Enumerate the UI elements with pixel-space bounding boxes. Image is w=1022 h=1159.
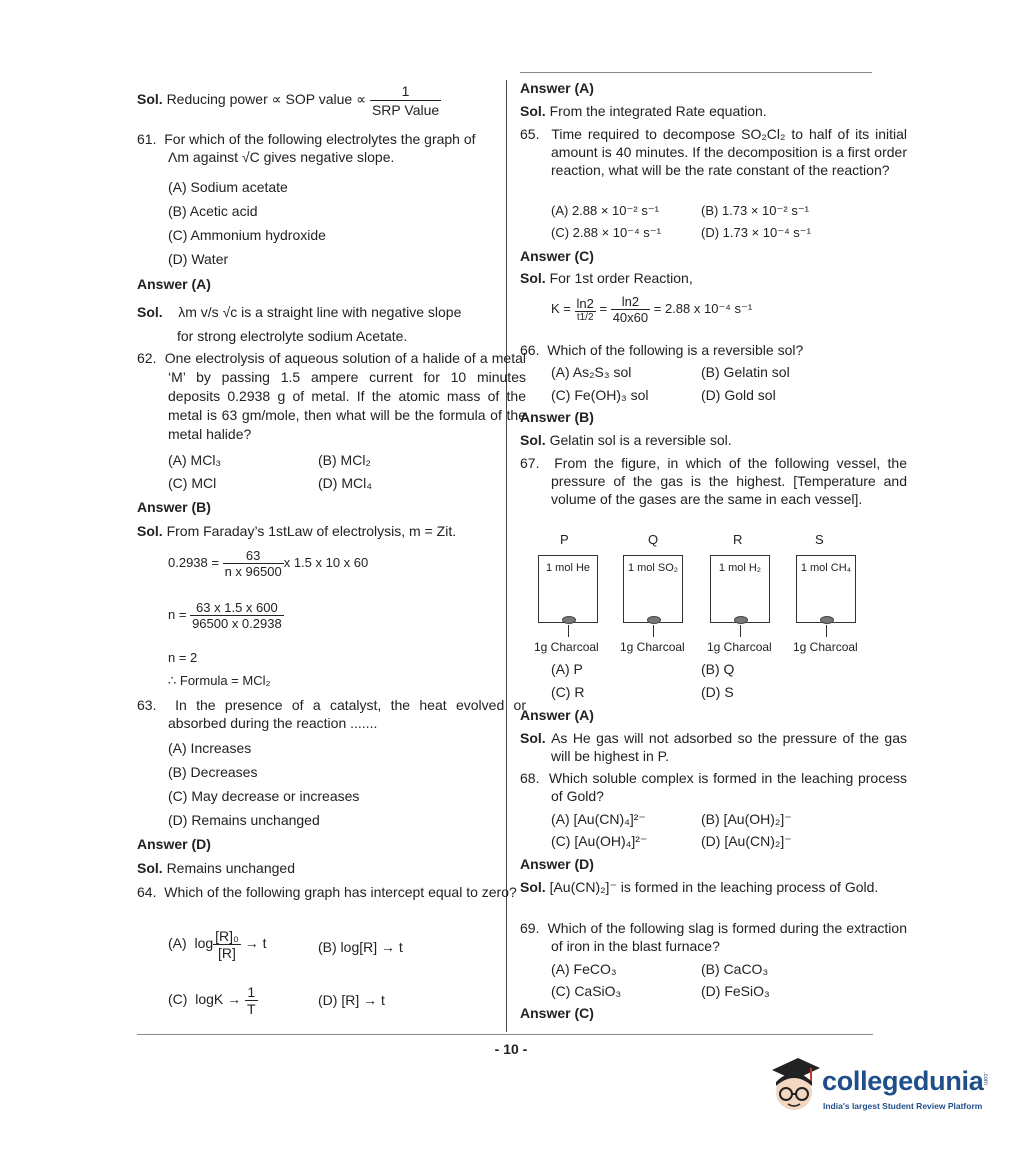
vessel-s: 1 mol CH₄: [796, 555, 856, 623]
vessel-p: 1 mol He: [538, 555, 598, 623]
logo-tagline: India's largest Student Review Platform: [823, 1101, 983, 1111]
option-d: (D) Water: [168, 251, 229, 267]
option-d: (D) Gold sol: [701, 387, 776, 403]
option-c: (C) logK → $\frac{1}{T}$: [168, 984, 256, 1017]
collegedunia-mascot-icon: [764, 1052, 822, 1120]
option-c: (C) Ammonium hydroxide: [168, 227, 326, 243]
option-c: (C) 2.88 × 10⁻⁴ s⁻¹: [551, 225, 661, 240]
bottom-rule: [137, 1034, 873, 1035]
answer-67: Answer (A): [520, 707, 594, 723]
option-b: (B) Q: [701, 661, 735, 677]
question-65: 65. Time required to decompose SO₂Cl₂ to half of its initial amount is 40 minutes. If the decomposition is a first order reaction, what will be the rate constant of the reaction?: [520, 126, 907, 178]
option-a: (A) FeCO₃: [551, 961, 617, 977]
question-63: 63. In the presence of a catalyst, the heat evolved or absorbed during the reaction .......: [137, 697, 527, 731]
charcoal-label: 1g Charcoal: [707, 640, 772, 654]
question-62: 62. One electrolysis of aqueous solution of a halide of a metal ‘M’ by passing 1.5 ampere current for 10 minutes deposits 0.2938 g of metal. If the atomic mass of the metal is 63 gm/mole, then what will be the formula of the metal halide?: [137, 350, 526, 442]
option-c: (C) CaSiO₃: [551, 983, 622, 999]
option-b: (B) 1.73 × 10⁻² s⁻¹: [701, 203, 810, 218]
option-a: (A) MCl₃: [168, 452, 222, 468]
answer-68: Answer (D): [520, 856, 594, 872]
equation-3: n = 2: [168, 650, 198, 665]
answer-64: Answer (A): [520, 80, 594, 96]
vessel-label-q: Q: [648, 532, 659, 547]
collegedunia-logo: collegedunia: [822, 1066, 984, 1096]
option-b: (B) log[R] → t: [318, 939, 403, 955]
option-b: (B) [Au(OH)₂]⁻: [701, 811, 792, 827]
option-a: (A) P: [551, 661, 583, 677]
option-a: (A) 2.88 × 10⁻² s⁻¹: [551, 203, 660, 218]
sol-67: Sol. As He gas will not adsorbed so the pressure of the gas will be highest in P.: [520, 730, 907, 764]
sol-65: Sol. For 1st order Reaction,: [520, 270, 693, 286]
option-d: (D) 1.73 × 10⁻⁴ s⁻¹: [701, 225, 811, 240]
question-67: 67. From the figure, in which of the following vessel, the pressure of the gas is the highest. [Temperature and volume of the gases are the same in each vessel].: [520, 455, 907, 507]
rate-equation: K = $\frac{\ln 2}{t1/2}$ = $\frac{\ln 2}{40x60}$ = 2.88 x 10⁻⁴ s⁻¹: [551, 294, 753, 325]
answer-63: Answer (D): [137, 836, 211, 852]
charcoal-label: 1g Charcoal: [534, 640, 599, 654]
question-69: 69. Which of the following slag is formed during the extraction of iron in the blast furnace?: [520, 920, 907, 954]
equation-1: 0.2938 = $\frac{63}{\text{n x 96500}}$ x 1.5 x 10 x 60: [168, 548, 369, 579]
option-c: (C) Fe(OH)₃ sol: [551, 387, 649, 403]
option-d: (D) MCl₄: [318, 475, 372, 491]
charcoal-stem: [653, 625, 654, 637]
option-a: (A) Sodium acetate: [168, 179, 288, 195]
option-d: (D) Remains unchanged: [168, 812, 320, 828]
answer-62: Answer (B): [137, 499, 211, 515]
option-c: (C) May decrease or increases: [168, 788, 360, 804]
answer-61: Answer (A): [137, 276, 211, 292]
option-b: (B) Gelatin sol: [701, 364, 790, 380]
option-a: (A) As₂S₃ sol: [551, 364, 632, 380]
page-number: - 10 -: [494, 1041, 528, 1057]
option-b: (B) Acetic acid: [168, 203, 258, 219]
option-d: (D) FeSiO₃: [701, 983, 770, 999]
sol-68: Sol. [Au(CN)₂]⁻ is formed in the leaching process of Gold.: [520, 879, 879, 895]
sol-61: Sol. λm v/s √c is a straight line with negative slope: [137, 304, 462, 320]
answer-65: Answer (C): [520, 248, 594, 264]
question-61: 61. For which of the following electrolytes the graph of Λm against √C gives negative slope.: [137, 131, 476, 165]
vessel-q: 1 mol SO₂: [623, 555, 683, 623]
charcoal-stem: [568, 625, 569, 637]
option-d: (D) S: [701, 684, 734, 700]
option-d: (D) [Au(CN)₂]⁻: [701, 833, 792, 849]
vessel-r: 1 mol H₂: [710, 555, 770, 623]
option-a: (A) [Au(CN)₄]²⁻: [551, 811, 646, 827]
option-b: (B) Decreases: [168, 764, 258, 780]
equation-2: n = $\frac{63 x 1.5 x 600}{96500 x 0.2938}$: [168, 600, 282, 631]
vessel-label-r: R: [733, 532, 743, 547]
sol-64: Sol. From the integrated Rate equation.: [520, 103, 767, 119]
equation-4: ∴ Formula = MCl₂: [168, 673, 271, 688]
charcoal-stem: [826, 625, 827, 637]
question-64: 64. Which of the following graph has intercept equal to zero?: [137, 884, 517, 900]
option-c: (C) MCl: [168, 475, 217, 491]
option-b: (B) CaCO₃: [701, 961, 769, 977]
charcoal-label: 1g Charcoal: [793, 640, 858, 654]
sol-66: Sol. Gelatin sol is a reversible sol.: [520, 432, 732, 448]
vessel-label-s: S: [815, 532, 824, 547]
sol-63: Sol. Remains unchanged: [137, 860, 295, 876]
question-68: 68. Which soluble complex is formed in the leaching process of Gold?: [520, 770, 907, 804]
sol-62: Sol. From Faraday’s 1stLaw of electrolysis, m = Zit.: [137, 523, 457, 539]
fraction: $\frac{1}{\text{SRP Value}}$: [371, 83, 440, 118]
option-d: (D) [R] → t: [318, 992, 385, 1008]
option-b: (B) MCl₂: [318, 452, 371, 468]
option-c: (C) [Au(OH)₄]²⁻: [551, 833, 648, 849]
vessel-label-p: P: [560, 532, 569, 547]
answer-69: Answer (C): [520, 1005, 594, 1021]
sol-61-line2: for strong electrolyte sodium Acetate.: [177, 328, 408, 344]
sol-60: Sol. Reducing power ∝ SOP value ∝ $\frac{1}{\text{SRP Value}}$: [137, 83, 440, 118]
logo-com: .com: [982, 1072, 988, 1086]
option-c: (C) R: [551, 684, 585, 700]
option-a: (A) Increases: [168, 740, 252, 756]
question-66: 66. Which of the following is a reversible sol?: [520, 342, 804, 358]
charcoal-label: 1g Charcoal: [620, 640, 685, 654]
top-rule: [520, 72, 872, 73]
option-a: (A) log $\frac{\text{[R]₀}}{[R]}$ → t: [168, 928, 267, 961]
charcoal-stem: [740, 625, 741, 637]
answer-66: Answer (B): [520, 409, 594, 425]
